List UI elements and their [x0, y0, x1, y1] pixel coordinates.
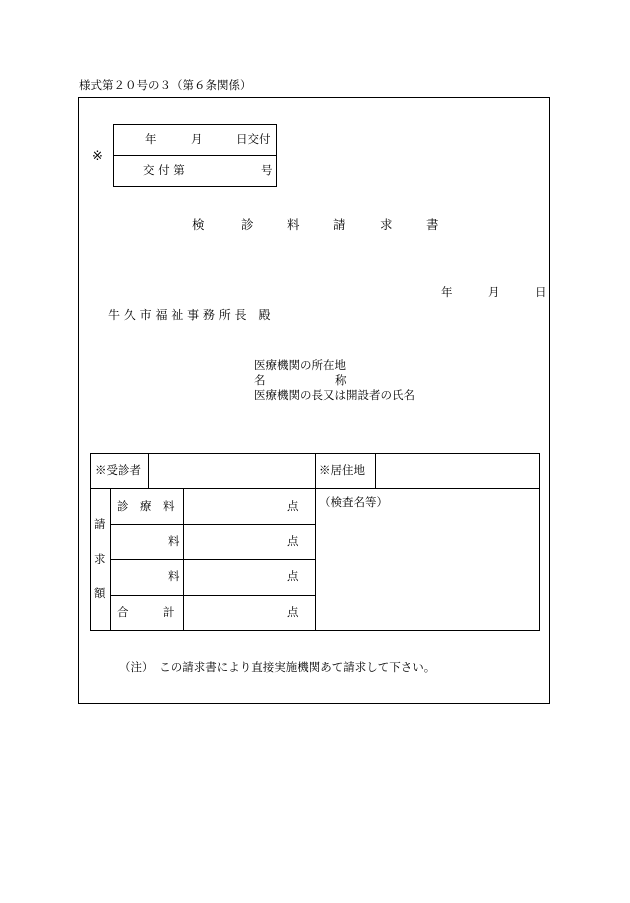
date-month: 月 — [488, 285, 500, 299]
claim-side-label-char: 額 — [94, 586, 106, 600]
table-row-divider — [110, 524, 315, 525]
title-char: 請 — [333, 217, 346, 232]
title-char: 検 — [192, 217, 205, 232]
title-char: 書 — [426, 217, 439, 232]
claim-side-label-char: 請 — [94, 517, 106, 531]
institution-address-label: 医療機関の所在地 — [254, 358, 346, 372]
issue-day-label: 日交付 — [236, 132, 271, 146]
title-char: 診 — [241, 217, 254, 232]
issue-box-divider — [113, 155, 277, 156]
exam-note-label: （検査名等） — [319, 495, 388, 509]
claim-row-unit: 点 — [287, 534, 299, 548]
table-row-divider — [110, 595, 315, 596]
claim-row-label: 合 計 — [117, 605, 175, 619]
table-col-divider — [148, 453, 149, 488]
title-char: 料 — [287, 217, 300, 232]
claim-row-unit: 点 — [287, 605, 299, 619]
issue-year: 年 — [145, 132, 157, 146]
residence-label: ※居住地 — [319, 463, 365, 477]
table-col-divider — [375, 453, 376, 488]
issue-month: 月 — [191, 132, 203, 146]
claim-side-label-char: 求 — [94, 552, 106, 566]
issue-number-label: 交 付 第 — [143, 163, 185, 177]
addressee: 牛 久 市 福 祉 事 務 所 長 殿 — [108, 308, 271, 322]
institution-name-label-a: 名 — [254, 373, 266, 387]
institution-name-label-b: 称 — [335, 373, 347, 387]
footer-note: （注） この請求書により直接実施機関あて請求して下さい。 — [119, 660, 436, 674]
table-row-divider — [110, 559, 315, 560]
issue-number-suffix: 号 — [261, 163, 273, 177]
patient-label: ※受診者 — [95, 463, 141, 477]
claim-row-unit: 点 — [287, 569, 299, 583]
issue-mark: ※ — [92, 149, 103, 164]
form-id: 様式第２０号の３（第６条関係） — [79, 78, 252, 92]
claim-row-label: 診 療 料 — [117, 499, 175, 513]
table-col-divider — [315, 453, 316, 631]
claim-row-label: 料 — [168, 569, 180, 583]
date-year: 年 — [441, 285, 453, 299]
claim-row-unit: 点 — [287, 499, 299, 513]
title-char: 求 — [380, 217, 393, 232]
institution-head-label: 医療機関の長又は開設者の氏名 — [254, 388, 415, 402]
claim-row-label: 料 — [168, 534, 180, 548]
date-day: 日 — [535, 285, 547, 299]
